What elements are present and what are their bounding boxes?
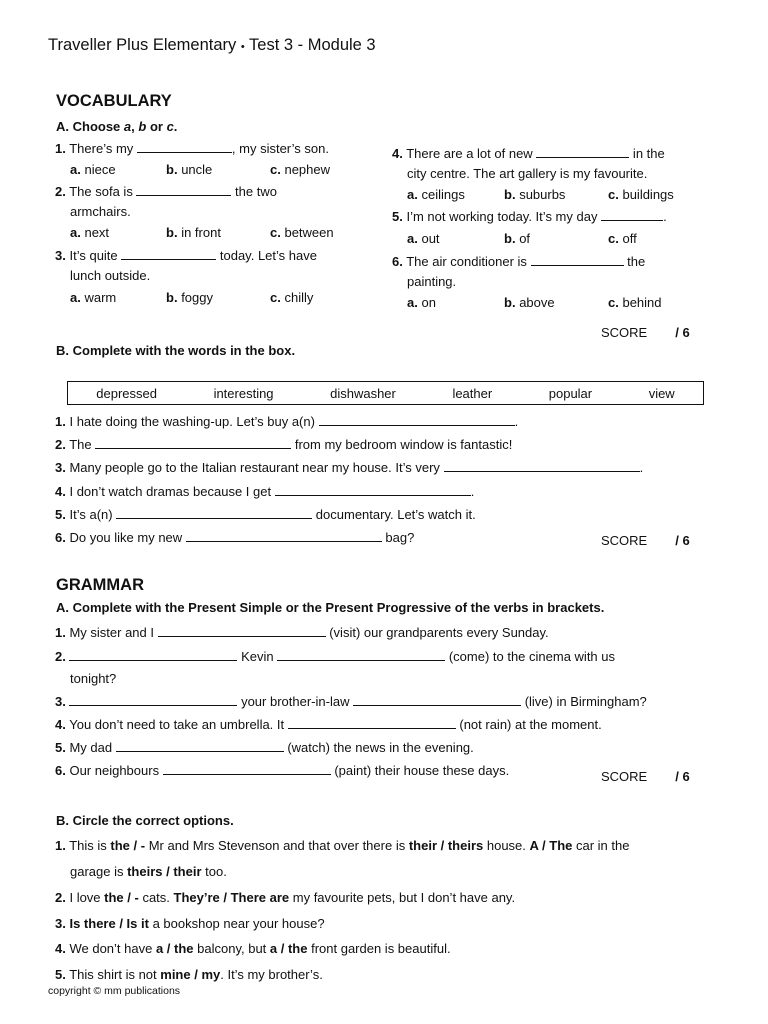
answer-gap[interactable] (116, 506, 312, 519)
vocab-a-options-2 (70, 225, 109, 240)
vocab-b-item-3 (55, 458, 643, 478)
item-text: I don’t watch dramas because I get (69, 484, 275, 499)
item-text: . It’s my brother’s. (220, 967, 323, 982)
answer-gap[interactable] (121, 247, 216, 260)
grammar-b-instruction: B. Circle the correct options. (56, 813, 234, 828)
score-box (601, 533, 690, 548)
item-text: This shirt is not (69, 967, 161, 982)
answer-gap[interactable] (186, 529, 382, 542)
vocab-a-options-6 (504, 295, 555, 310)
circle-option[interactable]: a / the (155, 941, 194, 956)
circle-option[interactable]: Is there / Is it (69, 916, 149, 931)
score-denominator: / 6 (675, 325, 690, 340)
answer-gap[interactable] (158, 624, 326, 637)
option-text[interactable]: niece (84, 162, 116, 177)
item-number: 4. (55, 941, 66, 956)
option-text[interactable]: out (421, 231, 440, 246)
instr-text: , (131, 119, 139, 134)
option-letter: c. (270, 290, 281, 305)
answer-gap[interactable] (531, 253, 624, 266)
vocab-a-options-4 (504, 187, 565, 202)
option-letter: a. (70, 225, 81, 240)
vocab-b-item-4 (55, 482, 474, 502)
answer-gap[interactable] (95, 436, 291, 449)
vocab-a-item-1 (55, 139, 329, 159)
title-text: Test 3 - Module 3 (249, 36, 376, 54)
option-text[interactable]: suburbs (519, 187, 566, 202)
grammar-b-item-2 (55, 888, 515, 908)
instr-text: . (173, 119, 178, 134)
option-text[interactable]: next (84, 225, 110, 240)
score-box (601, 325, 690, 340)
grammar-a-item-2 (55, 647, 615, 667)
option-letter: a. (407, 231, 418, 246)
option-letter: c. (270, 225, 281, 240)
answer-gap[interactable] (319, 413, 515, 426)
vocab-a-options-3 (166, 290, 213, 305)
vocab-a-options-1 (70, 162, 116, 177)
item-number: 5. (392, 209, 403, 224)
item-text: We don’t have (69, 941, 156, 956)
item-text: It’s quite (69, 248, 122, 263)
instr-letter: a (123, 119, 132, 134)
circle-option[interactable]: a / the (269, 941, 308, 956)
vocab-a-options-4 (407, 187, 465, 202)
option-text[interactable]: of (519, 231, 531, 246)
answer-gap[interactable] (288, 716, 456, 729)
circle-option[interactable]: A / The (529, 838, 573, 853)
option-text[interactable]: off (622, 231, 637, 246)
item-number: 5. (55, 740, 66, 755)
item-text: My dad (69, 740, 116, 755)
item-text: Many people go to the Italian restaurant near my house. It’s very (69, 460, 444, 475)
grammar-a-item-1 (55, 623, 549, 643)
item-text: front garden is beautiful. (307, 941, 451, 956)
item-text: Our neighbours (69, 763, 163, 778)
answer-gap[interactable] (69, 693, 237, 706)
grammar-b-item-1-cont (70, 862, 227, 882)
vocab-a-options-5 (608, 231, 637, 246)
option-text[interactable]: on (421, 295, 436, 310)
vocab-a-item-3 (55, 246, 317, 266)
vocab-a-options-3 (270, 290, 313, 305)
vocab-a-options-1 (270, 162, 330, 177)
vocab-a-options-5 (407, 231, 440, 246)
word-box-item: interesting (213, 385, 274, 401)
score-denominator: / 6 (675, 769, 690, 784)
item-text: my favourite pets, but I don’t have any. (289, 890, 516, 905)
option-letter: a. (407, 187, 418, 202)
circle-option[interactable]: mine / my (160, 967, 221, 982)
item-number: 2. (55, 184, 66, 199)
item-text: There’s my (69, 141, 137, 156)
circle-option[interactable]: their / theirs (408, 838, 484, 853)
answer-gap[interactable] (275, 483, 471, 496)
item-number: 6. (392, 254, 403, 269)
item-text: . (639, 460, 644, 475)
vocab-a-options-2 (270, 225, 334, 240)
title-text: Traveller Plus Elementary (48, 36, 237, 54)
item-number: 4. (55, 717, 66, 732)
item-text: garage is (70, 864, 128, 879)
option-letter: b. (166, 225, 178, 240)
option-letter: b. (166, 162, 178, 177)
option-text[interactable]: nephew (284, 162, 331, 177)
item-number: 4. (55, 484, 66, 499)
option-text[interactable]: foggy (181, 290, 213, 305)
word-box-item: popular (548, 385, 593, 401)
score-denominator: / 6 (675, 533, 690, 548)
instr-letter: b (138, 119, 147, 134)
item-text: There are a lot of new (406, 146, 537, 161)
option-text[interactable]: behind (622, 295, 662, 310)
vocab-a-options-1 (166, 162, 212, 177)
item-text: Mr and Mrs Stevenson and that over there is (145, 838, 409, 853)
item-text: . (514, 414, 519, 429)
item-text: painting. (407, 274, 457, 289)
grammar-b-item-1 (55, 836, 629, 856)
word-box-item: dishwasher (330, 385, 396, 401)
item-text: cats. (138, 890, 174, 905)
item-text: The air conditioner is (406, 254, 531, 269)
option-text[interactable]: ceilings (421, 187, 465, 202)
item-text: (not rain) at the moment. (455, 717, 602, 732)
grammar-a-item-4 (55, 715, 602, 735)
score-box (601, 769, 690, 784)
option-letter: c. (608, 231, 619, 246)
vocab-b-item-2 (55, 435, 512, 455)
page-title (48, 36, 376, 55)
instr-letter: c (166, 119, 174, 134)
score-label: SCORE (601, 769, 648, 784)
vocab-a-item-6 (392, 252, 645, 272)
item-number: 1. (55, 414, 66, 429)
item-number: 2. (55, 437, 66, 452)
grammar-b-item-3 (55, 914, 325, 934)
word-box (67, 381, 704, 405)
option-text[interactable]: chilly (284, 290, 314, 305)
option-text[interactable]: between (284, 225, 334, 240)
answer-gap[interactable] (536, 145, 629, 158)
item-text: today. Let’s have (216, 248, 317, 263)
item-number: 1. (55, 141, 66, 156)
item-text: The sofa is (69, 184, 137, 199)
item-number: 3. (55, 694, 66, 709)
grammar-b-item-4 (55, 939, 451, 959)
vocab-a-options-3 (70, 290, 116, 305)
item-text: I love (69, 890, 105, 905)
vocab-a-item-4 (392, 144, 665, 164)
item-text: , my sister’s son. (231, 141, 329, 156)
grammar-b-item-5 (55, 965, 323, 985)
answer-gap[interactable] (601, 208, 663, 221)
item-text: bag? (381, 530, 415, 545)
item-number: 6. (55, 530, 66, 545)
option-letter: a. (70, 290, 81, 305)
vocab-b-item-5 (55, 505, 476, 525)
vocab-a-item-5 (392, 207, 667, 227)
option-letter: c. (608, 187, 619, 202)
item-text: your brother-in-law (237, 694, 354, 709)
item-number: 5. (55, 967, 66, 982)
grammar-a-instruction: A. Complete with the Present Simple or the Present Progressive of the verbs in brackets. (56, 600, 605, 615)
item-text: the (623, 254, 646, 269)
item-number: 1. (55, 625, 66, 640)
answer-gap[interactable] (116, 739, 284, 752)
answer-gap[interactable] (163, 762, 331, 775)
vocab-a-options-2 (166, 225, 221, 240)
word-box-item: view (648, 385, 675, 401)
word-box-item: leather (452, 385, 493, 401)
vocab-b-item-1 (55, 412, 518, 432)
circle-option[interactable]: the / - (110, 838, 146, 853)
item-number: 5. (55, 507, 66, 522)
option-text[interactable]: warm (84, 290, 117, 305)
vocab-a-item-2 (55, 182, 277, 202)
item-text: The (69, 437, 96, 452)
vocab-b-item-6 (55, 528, 414, 548)
vocabulary-heading: VOCABULARY (56, 92, 172, 110)
vocab-a-instruction (56, 119, 177, 134)
item-text: Do you like my new (69, 530, 186, 545)
option-letter: b. (504, 231, 516, 246)
item-text: armchairs. (70, 204, 131, 219)
option-text[interactable]: in front (181, 225, 221, 240)
item-text: Kevin (237, 649, 278, 664)
item-number: 6. (55, 763, 66, 778)
circle-option[interactable]: They’re / There are (173, 890, 290, 905)
option-text[interactable]: uncle (181, 162, 213, 177)
option-text[interactable]: above (519, 295, 555, 310)
item-text: You don’t need to take an umbrella. It (69, 717, 288, 732)
item-text: My sister and I (69, 625, 158, 640)
item-text: documentary. Let’s watch it. (312, 507, 476, 522)
item-text: This is (69, 838, 111, 853)
item-text: (paint) their house these days. (330, 763, 510, 778)
copyright-footer: copyright © mm publications (48, 985, 181, 997)
title-bullet: • (240, 41, 245, 53)
word-box-item: depressed (96, 385, 157, 401)
item-text: from my bedroom window is fantastic! (291, 437, 513, 452)
vocab-b-instruction: B. Complete with the words in the box. (56, 343, 296, 358)
grammar-heading: GRAMMAR (56, 576, 144, 594)
item-text: I’m not working today. It’s my day (406, 209, 602, 224)
item-text: house. (483, 838, 530, 853)
item-text: (watch) the news in the evening. (283, 740, 474, 755)
answer-gap[interactable] (137, 140, 232, 153)
item-text: balcony, but (193, 941, 270, 956)
item-text: (live) in Birmingham? (521, 694, 647, 709)
answer-gap[interactable] (136, 183, 231, 196)
item-text: lunch outside. (70, 268, 151, 283)
answer-gap[interactable] (444, 459, 640, 472)
vocab-a-options-5 (504, 231, 530, 246)
item-number: 3. (55, 460, 66, 475)
circle-option[interactable]: theirs / their (127, 864, 202, 879)
item-text: city centre. The art gallery is my favourite. (407, 166, 648, 181)
option-letter: b. (166, 290, 178, 305)
item-number: 3. (55, 248, 66, 263)
item-text: . (663, 209, 667, 224)
vocab-a-options-6 (407, 295, 436, 310)
answer-gap[interactable] (69, 648, 237, 661)
instr-text: or (146, 119, 167, 134)
score-label: SCORE (601, 325, 648, 340)
item-text: car in the (572, 838, 630, 853)
answer-gap[interactable] (353, 693, 521, 706)
item-text: . (470, 484, 475, 499)
vocab-a-options-6 (608, 295, 662, 310)
grammar-a-item-3 (55, 692, 647, 712)
option-letter: a. (407, 295, 418, 310)
item-text: too. (201, 864, 227, 879)
item-number: 2. (55, 890, 66, 905)
item-number: 3. (55, 916, 66, 931)
option-letter: c. (608, 295, 619, 310)
item-text: (come) to the cinema with us (445, 649, 616, 664)
item-text: It’s a(n) (69, 507, 117, 522)
item-text: a bookshop near your house? (148, 916, 325, 931)
option-letter: a. (70, 162, 81, 177)
option-letter: b. (504, 295, 516, 310)
answer-gap[interactable] (277, 648, 445, 661)
grammar-a-item-5 (55, 738, 474, 758)
item-text: in the (629, 146, 665, 161)
item-text: tonight? (70, 671, 117, 686)
option-letter: c. (270, 162, 281, 177)
option-text[interactable]: buildings (622, 187, 674, 202)
item-number: 4. (392, 146, 403, 161)
item-number: 1. (55, 838, 66, 853)
vocab-a-options-4 (608, 187, 674, 202)
circle-option[interactable]: the / - (104, 890, 139, 905)
grammar-a-item-6 (55, 761, 509, 781)
item-text: (visit) our grandparents every Sunday. (325, 625, 549, 640)
option-letter: b. (504, 187, 516, 202)
instr-text: A. Choose (56, 119, 124, 134)
item-number: 2. (55, 649, 66, 664)
item-text: the two (231, 184, 277, 199)
score-label: SCORE (601, 533, 648, 548)
item-text: I hate doing the washing-up. Let’s buy a(n) (69, 414, 319, 429)
